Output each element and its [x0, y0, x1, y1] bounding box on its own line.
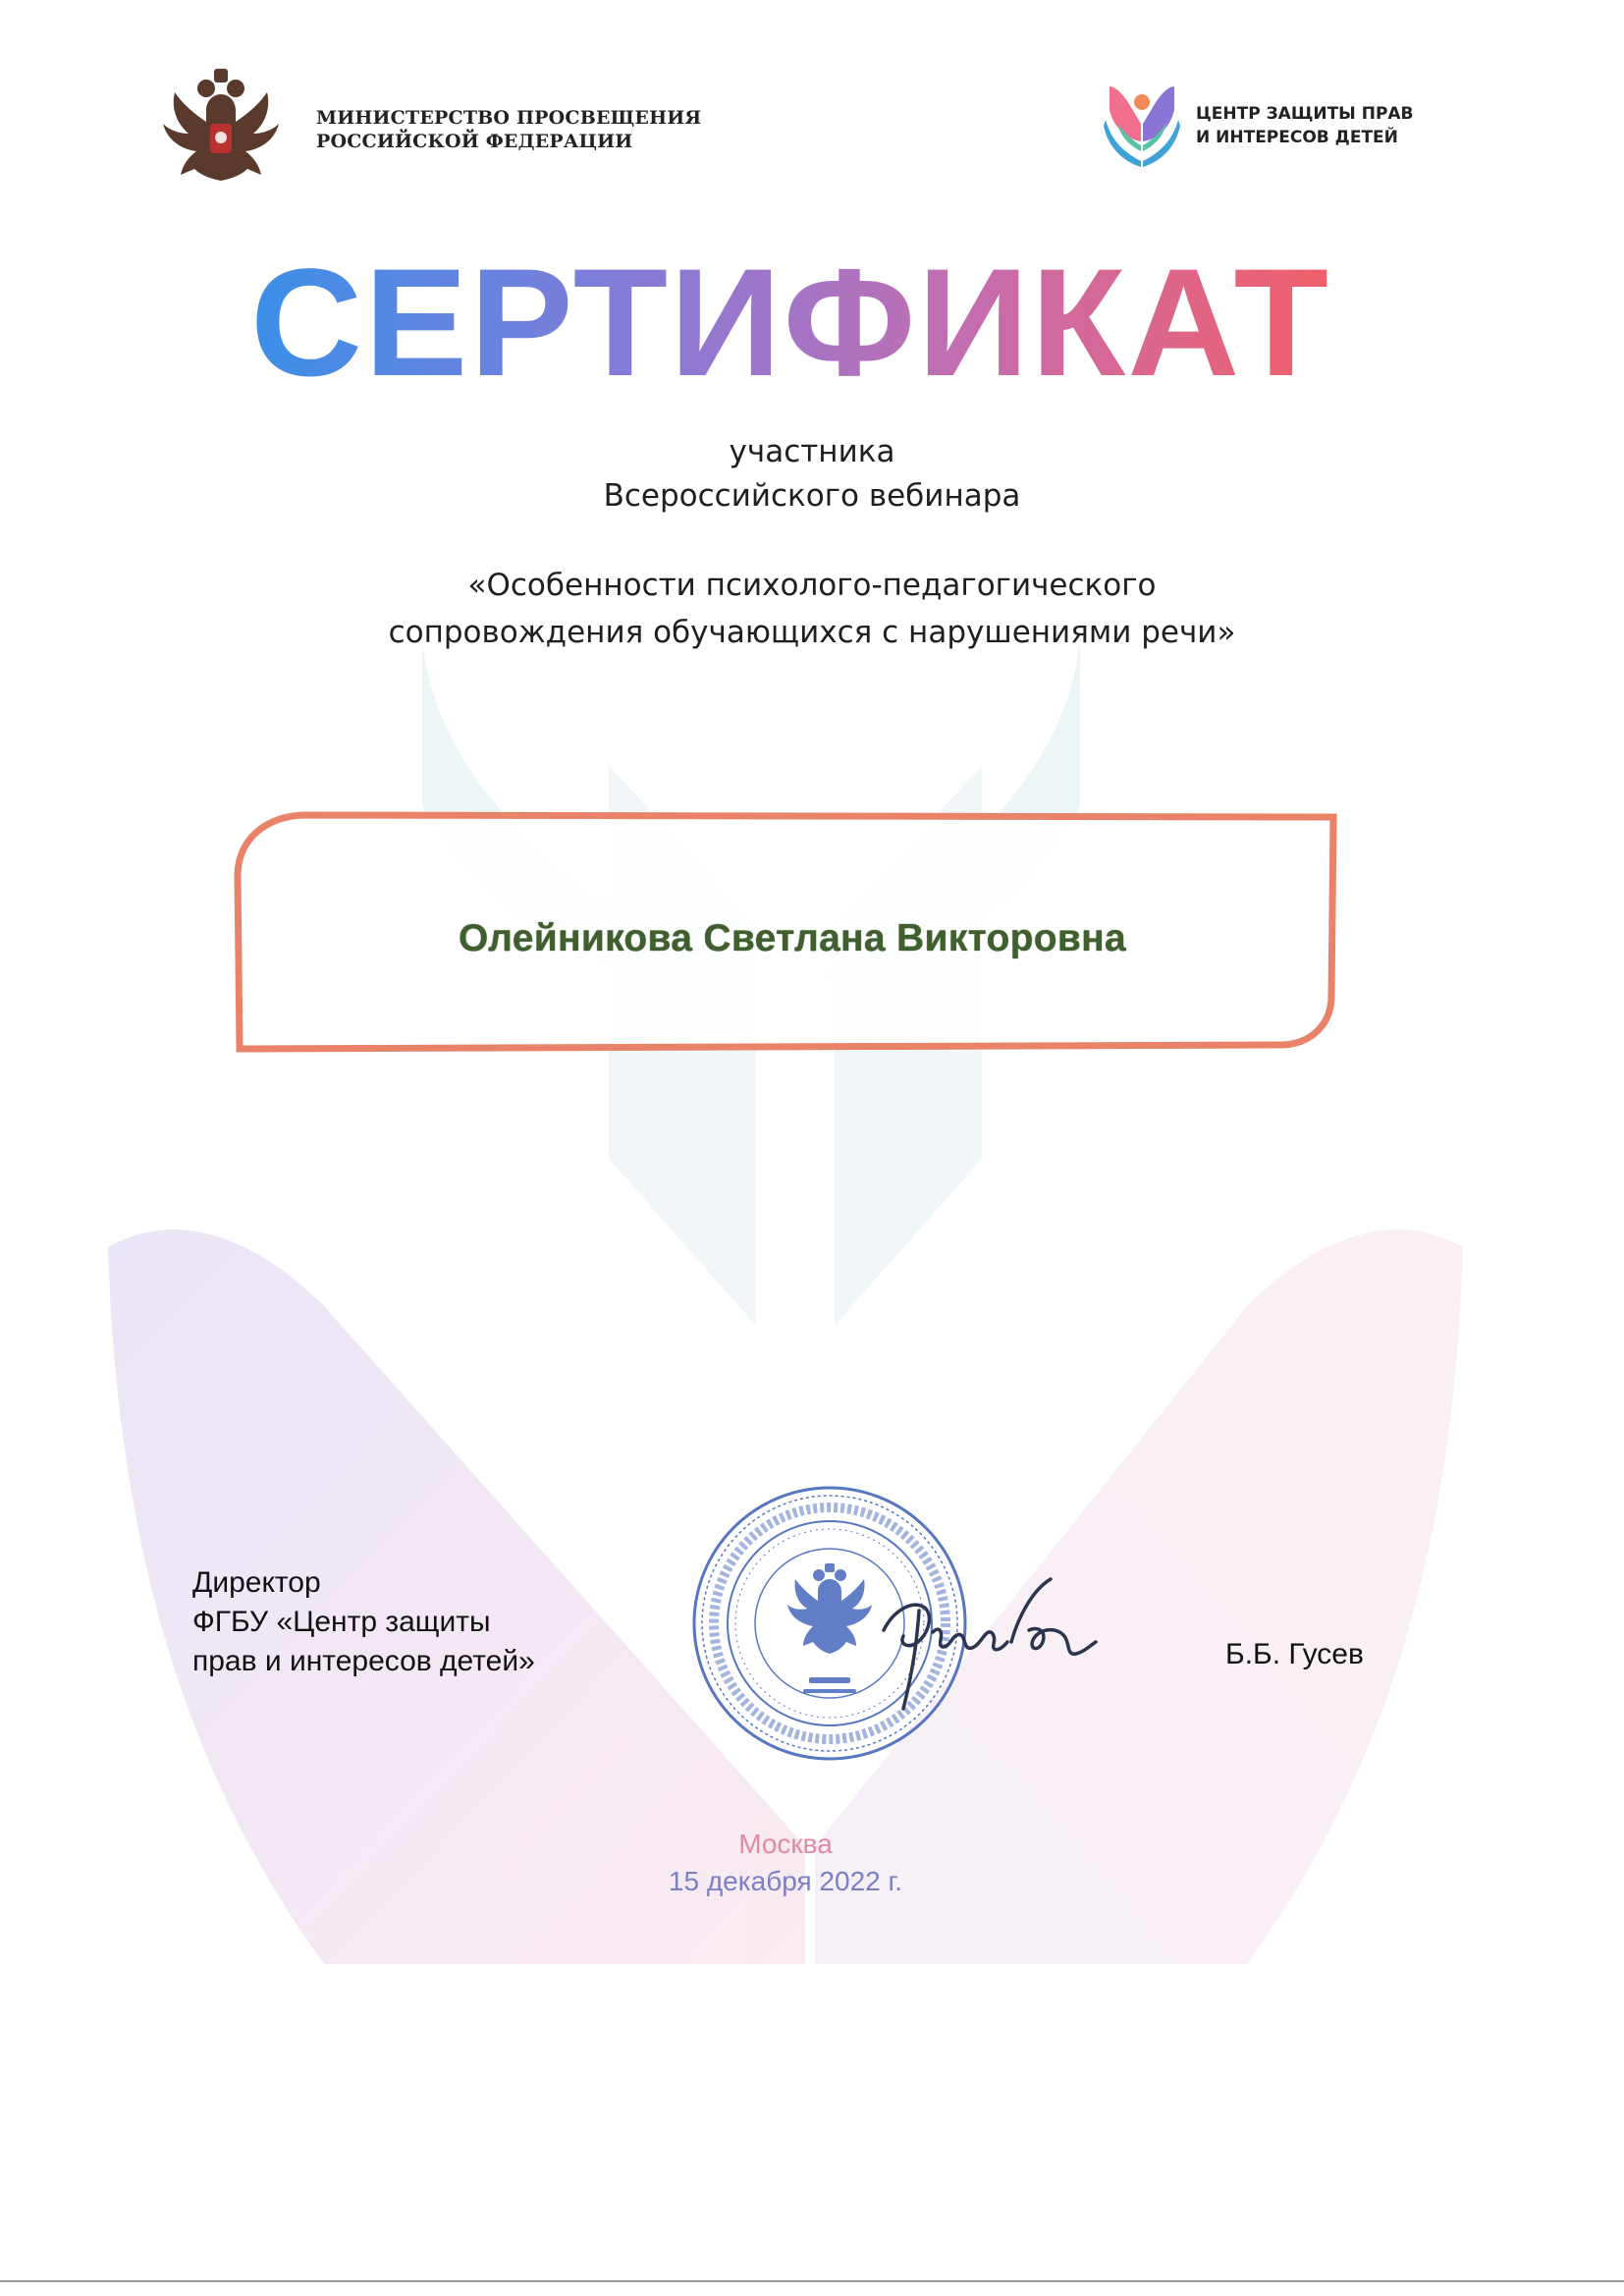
signer-name: Б.Б. Гусев [1225, 1638, 1364, 1670]
director-position [192, 1563, 664, 1681]
hands-heart-logo [1102, 81, 1182, 167]
director-position-line3: прав и интересов детей» [192, 1645, 535, 1677]
director-position-line1: Директор [192, 1566, 321, 1599]
scan-edge-line [0, 2280, 1624, 2282]
recipient-name: Олейникова Светлана Викторовна [459, 917, 1126, 959]
ministry-name [316, 106, 729, 153]
center-name [1196, 102, 1451, 149]
webinar-topic-line1: «Особенности психолого-педагогического [467, 568, 1157, 603]
double-headed-eagle-emblem [155, 65, 287, 191]
issue-date: 15 декабря 2022 г. [668, 1866, 903, 1896]
director-position-line2: ФГБУ «Центр защиты [192, 1606, 491, 1638]
certificate-title-text: СЕРТИФИКАТ [250, 238, 1330, 409]
ministry-name-line2: РОССИЙСКОЙ ФЕДЕРАЦИИ [316, 131, 633, 152]
certificate-title [236, 228, 1345, 414]
handwritten-signature [864, 1571, 1119, 1719]
center-name-line1: ЦЕНТР ЗАЩИТЫ ПРАВ [1196, 104, 1414, 124]
center-name-line2: И ИНТЕРЕСОВ ДЕТЕЙ [1196, 128, 1398, 147]
issue-city: Москва [738, 1829, 833, 1859]
subtitle-webinar: Всероссийского вебинара [603, 478, 1021, 514]
subtitle-participant: участника [729, 434, 895, 469]
ministry-name-line1: МИНИСТЕРСТВО ПРОСВЕЩЕНИЯ [316, 107, 702, 129]
webinar-topic-line2: сопровождения обучающихся с нарушениями речи» [388, 615, 1236, 650]
